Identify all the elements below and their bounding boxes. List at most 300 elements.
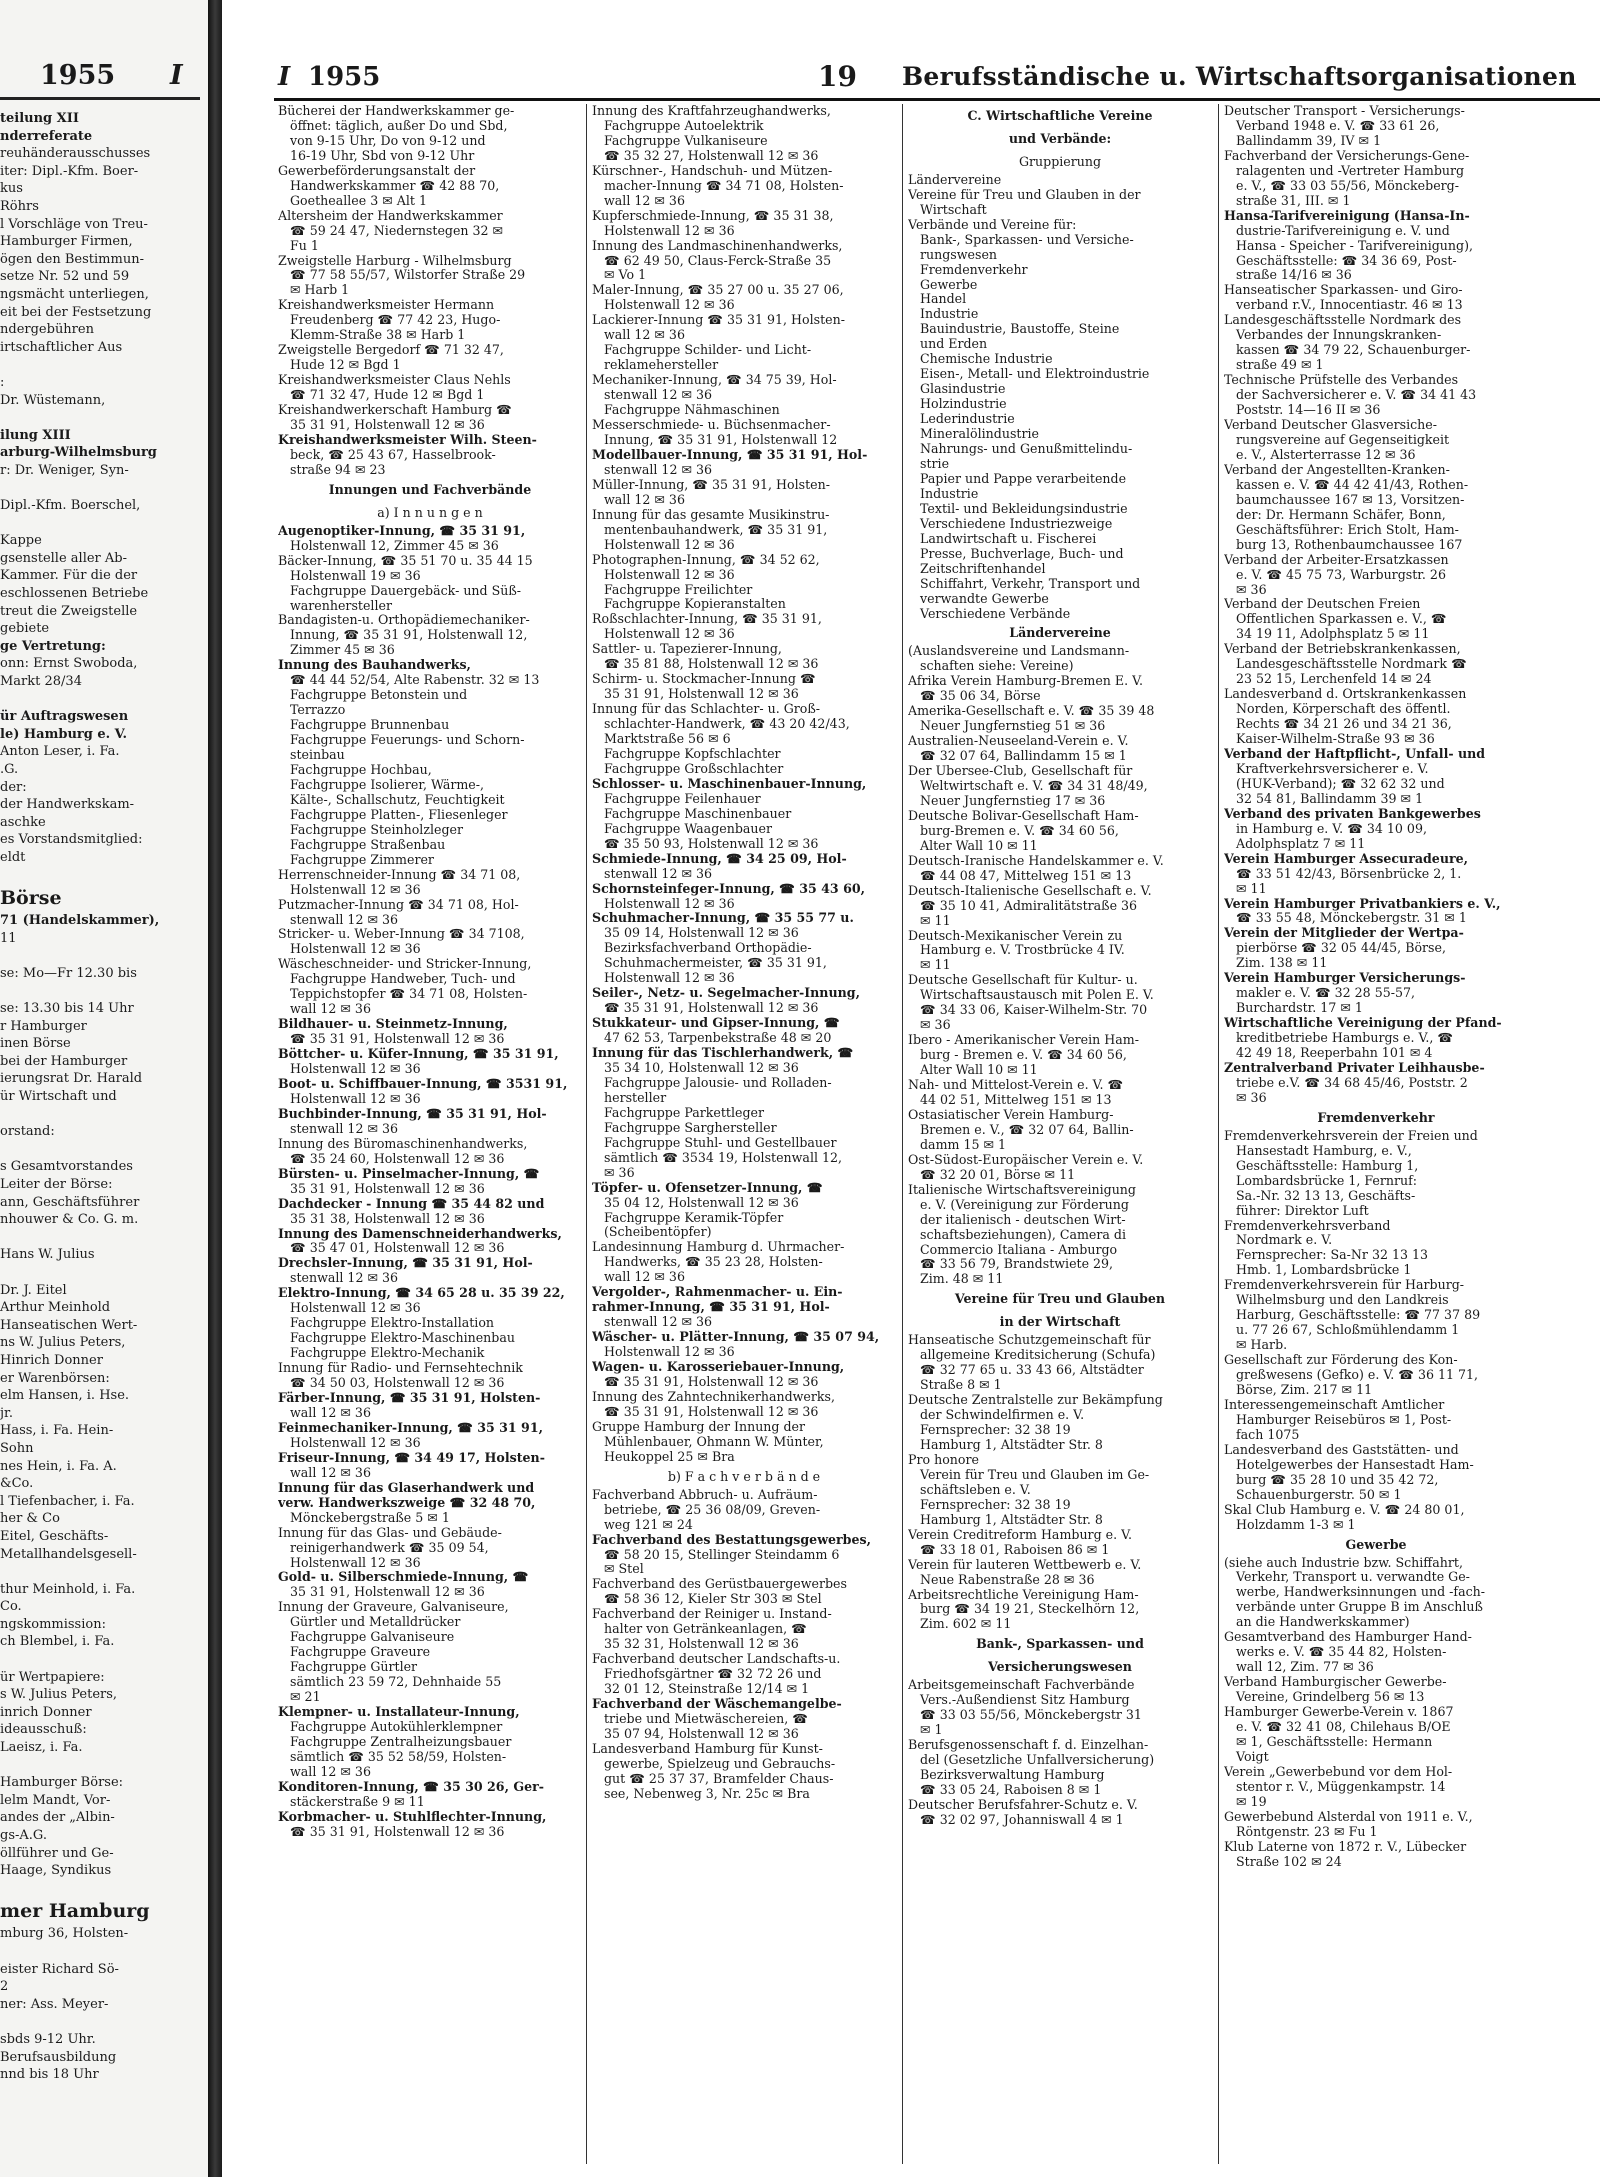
entry-continuation: stentor r. V., Müggenkampstr. 14 <box>1236 1779 1446 1794</box>
left-page-line: s W. Julius Peters, <box>0 1687 118 1703</box>
left-page-line: Hass, i. Fa. Hein- <box>0 1423 114 1439</box>
entry-continuation: Bauindustrie, Baustoffe, Steine <box>920 322 1120 337</box>
entry-continuation: Holstenwall 12 ✉ 36 <box>290 1091 421 1106</box>
directory-entry: Landesinnung Hamburg d. Uhrmacher- <box>592 1240 845 1255</box>
left-page-line: nnd bis 18 Uhr <box>0 2067 99 2083</box>
left-page-header-rule <box>0 97 200 100</box>
entry-continuation: Chemische Industrie <box>920 352 1053 367</box>
entry-continuation: schaften siehe: Vereine) <box>920 659 1074 674</box>
entry-continuation: ☎ 58 36 12, Kieler Str 303 ✉ Stel <box>604 1592 822 1607</box>
left-page-line: teilung XII <box>0 111 79 126</box>
directory-entry: Verein für lauteren Wettbewerb e. V. <box>908 1557 1142 1572</box>
entry-continuation: straße 31, III. ✉ 1 <box>1236 193 1351 208</box>
entry-continuation: betriebe, ☎ 25 36 08/09, Greven- <box>604 1502 821 1517</box>
column-divider <box>902 104 903 2164</box>
directory-entry: Technische Prüfstelle des Verbandes <box>1224 373 1459 388</box>
entry-continuation: baumchaussee 167 ✉ 13, Vorsitzen- <box>1236 492 1465 507</box>
column-3 <box>908 104 1212 2164</box>
left-page-line: Hamburger Firmen, <box>0 234 133 250</box>
entry-continuation: e. V., ☎ 33 03 55/56, Mönckeberg- <box>1236 178 1459 193</box>
directory-entry: Innung für das Glaserhandwerk und <box>278 1480 535 1495</box>
directory-entry: Landesverband Hamburg für Kunst- <box>592 1741 823 1756</box>
entry-continuation: ☎ 44 08 47, Mittelweg 151 ✉ 13 <box>920 868 1132 883</box>
entry-continuation: Kraftverkehrsversicherer e. V. <box>1236 761 1429 776</box>
entry-continuation: schaftsbeziehungen), Camera di <box>920 1227 1126 1242</box>
entry-continuation: Holstenwall 12 ✉ 36 <box>604 298 735 313</box>
entry-continuation: Fernsprecher: Sa-Nr 32 13 13 <box>1236 1248 1429 1263</box>
header-rule <box>274 98 1600 101</box>
directory-entry: Stricker- u. Weber-Innung ☎ 34 7108, <box>278 927 525 942</box>
directory-entry: Fremdenverkehrsverband <box>1224 1218 1391 1233</box>
entry-continuation: see, Nebenweg 3, Nr. 25c ✉ Bra <box>604 1786 810 1801</box>
entry-continuation: Holstenwall 12 ✉ 36 <box>604 1345 735 1360</box>
entry-continuation: 35 31 38, Holstenwall 12 ✉ 36 <box>290 1211 485 1226</box>
entry-continuation: führer: Direktor Luft <box>1236 1203 1369 1218</box>
entry-continuation: ☎ 32 02 97, Johanniswall 4 ✉ 1 <box>920 1812 1124 1827</box>
directory-entry: (Auslandsvereine und Landsmann- <box>908 644 1130 659</box>
left-page-line: 71 (Handelskammer), <box>0 913 160 929</box>
directory-entry: Buchbinder-Innung, ☎ 35 31 91, Hol- <box>278 1106 547 1121</box>
entry-continuation: Kaiser-Wilhelm-Straße 93 ✉ 36 <box>1236 732 1435 747</box>
entry-continuation: stenwall 12 ✉ 36 <box>604 388 713 403</box>
entry-continuation: dustrie-Tarifvereinigung e. V. und <box>1236 223 1450 238</box>
entry-continuation: Fachgruppe Feuerungs- und Schorn- <box>290 733 525 748</box>
left-page-line <box>0 1880 209 1898</box>
entry-continuation: Holstenwall 12 ✉ 36 <box>290 882 421 897</box>
directory-entry: Innung der Graveure, Galvaniseure, <box>278 1600 509 1615</box>
left-page-line: reuhänderausschusses <box>0 146 151 162</box>
directory-entry: Arbeitsgemeinschaft Fachverbände <box>908 1678 1135 1693</box>
directory-entry: Verband der Haftpflicht-, Unfall- und <box>1224 746 1486 761</box>
left-page-line: &Co. <box>0 1476 34 1492</box>
entry-continuation: Weltwirtschaft e. V. ☎ 34 31 48/49, <box>920 778 1148 793</box>
left-page-line: eit bei der Festsetzung <box>0 304 152 320</box>
left-page-line: Co. <box>0 1599 22 1615</box>
entry-continuation: Bezirksfachverband Orthopädie- <box>604 941 812 956</box>
entry-continuation: Geschäftsstelle: ☎ 34 36 69, Post- <box>1236 253 1457 268</box>
directory-entry: Verband Hamburgischer Gewerbe- <box>1224 1675 1447 1690</box>
entry-continuation: triebe und Mietwäschereien, ☎ <box>604 1711 808 1726</box>
entry-continuation: 44 02 51, Mittelweg 151 ✉ 13 <box>920 1093 1112 1107</box>
directory-entry: Der Übersee-Club, Gesellschaft für <box>908 764 1133 779</box>
entry-continuation: Holzdamm 1-3 ✉ 1 <box>1236 1517 1356 1532</box>
left-page-line: r: Dr. Weniger, Syn- <box>0 462 129 478</box>
directory-entry: Verein „Gewerbebund vor dem Hol- <box>1224 1764 1453 1779</box>
entry-continuation: Bezirksverwaltung Hamburg <box>920 1767 1105 1782</box>
left-page-line: irtschaftlicher Aus <box>0 339 123 355</box>
entry-continuation: 32 01 12, Steinstraße 12/14 ✉ 1 <box>604 1682 810 1697</box>
entry-continuation: ✉ 1, Geschäftsstelle: Hermann <box>1236 1734 1433 1749</box>
entry-continuation: Zim. 602 ✉ 11 <box>920 1617 1012 1632</box>
entry-continuation: ☎ 35 50 93, Holstenwall 12 ✉ 36 <box>604 836 819 851</box>
entry-continuation: Fachgruppe Maschinenbauer <box>604 806 792 821</box>
left-page-line: Laeisz, i. Fa. <box>0 1740 83 1756</box>
entry-continuation: ☎ 35 06 34, Börse <box>920 689 1041 704</box>
entry-continuation: Vers.-Außendienst Sitz Hamburg <box>920 1693 1130 1708</box>
directory-entry: Deutsch-Mexikanischer Verein zu <box>908 928 1123 943</box>
directory-entry: Verein Hamburger Versicherungs- <box>1224 971 1466 986</box>
entry-continuation: stenwall 12 ✉ 36 <box>290 1121 399 1136</box>
entry-continuation: Alter Wall 10 ✉ 11 <box>920 838 1038 853</box>
page-header <box>222 56 1600 96</box>
entry-continuation: ✉ 36 <box>604 1165 635 1180</box>
directory-entry: Messerschmiede- u. Büchsenmacher- <box>592 418 831 433</box>
directory-entry: Fachverband der Wäschemangelbe- <box>592 1697 842 1712</box>
entry-continuation: ✉ 11 <box>1236 881 1267 896</box>
column-divider <box>586 104 587 2164</box>
entry-continuation: Öffentlichen Sparkassen e. V., ☎ <box>1236 612 1447 627</box>
entry-continuation: e. V., Alsterterrasse 12 ✉ 36 <box>1236 447 1416 462</box>
entry-continuation: 32 54 81, Ballindamm 39 ✉ 1 <box>1236 791 1424 806</box>
entry-continuation: Zim. 138 ✉ 11 <box>1236 956 1328 971</box>
entry-continuation: wall 12 ✉ 36 <box>290 1465 371 1480</box>
entry-continuation: rungsvereine auf Gegenseitigkeit <box>1236 432 1450 447</box>
directory-entry: Landesverband des Gaststätten- und <box>1224 1442 1459 1457</box>
left-page-line: Dr. J. Eitel <box>0 1282 67 1298</box>
entry-continuation: Gewerbe <box>920 277 978 292</box>
directory-entry: Fachverband Abbruch- u. Aufräum- <box>592 1487 818 1502</box>
entry-continuation: Presse, Buchverlage, Buch- und <box>920 546 1124 561</box>
entry-continuation: der italienisch - deutschen Wirt- <box>920 1212 1126 1227</box>
left-page-line: nes Hein, i. Fa. A. <box>0 1458 117 1474</box>
directory-entry: Nah- und Mittelost-Verein e. V. ☎ <box>908 1078 1124 1093</box>
entry-continuation: ✉ Vo 1 <box>604 268 647 283</box>
directory-entry: Ibero - Amerikanischer Verein Ham- <box>908 1033 1139 1048</box>
entry-continuation: Holstenwall 12 ✉ 36 <box>604 223 735 238</box>
entry-continuation: Glasindustrie <box>920 382 1006 397</box>
entry-continuation: stenwall 12 ✉ 36 <box>604 866 713 881</box>
directory-entry: Gewerbebund Alsterdal von 1911 e. V., <box>1224 1809 1473 1824</box>
entry-continuation: Commercio Italiana - Amburgo <box>920 1242 1118 1257</box>
entry-continuation: verband r.V., Innocentiastr. 46 ✉ 13 <box>1236 298 1463 313</box>
entry-continuation: ralagenten und -Vertreter Hamburg <box>1236 163 1465 178</box>
entry-continuation: Holstenwall 12 ✉ 36 <box>604 567 735 582</box>
entry-continuation: der: Dr. Hermann Schäfer, Bonn, <box>1236 507 1446 522</box>
directory-entry: Wäscher- u. Plätter-Innung, ☎ 35 07 94, <box>592 1330 880 1345</box>
entry-continuation: ☎ 32 20 01, Börse ✉ 11 <box>920 1167 1076 1182</box>
left-page-line: ür Wirtschaft und <box>0 1089 117 1105</box>
entry-continuation: Holstenwall 12 ✉ 36 <box>604 627 735 642</box>
directory-entry: Pro honore <box>908 1452 979 1467</box>
directory-entry: Fachverband des Bestattungsgewerbes, <box>592 1532 871 1547</box>
entry-continuation: Holstenwall 12 ✉ 36 <box>604 896 735 911</box>
left-page-line <box>0 867 209 885</box>
directory-entry: Dachdecker - Innung ☎ 35 44 82 und <box>278 1196 545 1211</box>
entry-continuation: Schiffahrt, Verkehr, Transport und <box>920 576 1141 591</box>
entry-continuation: verbände unter Gruppe B im Anschluß <box>1236 1600 1483 1615</box>
directory-entry: Klempner- u. Installateur-Innung, <box>278 1705 520 1720</box>
entry-continuation: Norden, Körperschaft des öffentl. <box>1236 702 1451 717</box>
entry-continuation: Fachgruppe Schilder- und Licht- <box>604 343 812 358</box>
entry-continuation: stäckerstraße 9 ✉ 11 <box>290 1794 425 1809</box>
entry-continuation: Fachgruppe Elektro-Mechanik <box>290 1346 485 1361</box>
directory-entry: Berufsgenossenschaft f. d. Einzelhan- <box>908 1738 1149 1753</box>
left-page-line: Eitel, Geschäfts- <box>0 1528 109 1544</box>
entry-continuation: Geschäftsführer: Erich Stolt, Ham- <box>1236 522 1459 537</box>
left-page-line: gs-A.G. <box>0 1828 47 1843</box>
entry-continuation: 34 19 11, Adolphsplatz 5 ✉ 11 <box>1236 627 1430 642</box>
left-page-line: Börse <box>0 887 62 910</box>
left-page-line: kus <box>0 181 23 197</box>
entry-continuation: Lederindustrie <box>920 412 1015 427</box>
entry-continuation: Eisen-, Metall- und Elektroindustrie <box>920 367 1150 382</box>
directory-entry: Zentralverband Privater Leihhausbe- <box>1224 1061 1485 1075</box>
directory-entry: Italienische Wirtschaftsvereinigung <box>908 1182 1136 1197</box>
directory-entry: Fachverband der Reiniger u. Instand- <box>592 1607 832 1622</box>
entry-continuation: Friedhofsgärtner ☎ 32 72 26 und <box>604 1667 822 1682</box>
left-page-line: Hamburger Börse: <box>0 1775 124 1791</box>
entry-continuation: reklamehersteller <box>604 358 719 373</box>
entry-continuation: Sa.-Nr. 32 13 13, Geschäfts- <box>1236 1188 1416 1203</box>
entry-continuation: Textil- und Bekleidungsindustrie <box>920 501 1128 516</box>
entry-continuation: 35 31 91, Holstenwall 12 ✉ 36 <box>290 1181 485 1196</box>
entry-continuation: ☎ 33 18 01, Raboisen 86 ✉ 1 <box>920 1542 1110 1557</box>
entry-continuation: wall 12, Zim. 77 ✉ 36 <box>1236 1660 1374 1675</box>
entry-continuation: ☎ 35 47 01, Holstenwall 12 ✉ 36 <box>290 1241 505 1256</box>
entry-continuation: Wirtschaftsaustausch mit Polen E. V. <box>920 988 1154 1003</box>
directory-entry: Innung des Büromaschinenhandwerks, <box>278 1136 528 1151</box>
entry-continuation: ✉ Stel <box>604 1562 644 1577</box>
directory-entry: Innung des Kraftfahrzeughandwerks, <box>592 104 831 118</box>
entry-continuation: Mineralölindustrie <box>920 427 1039 442</box>
entry-continuation: Ballindamm 39, IV ✉ 1 <box>1236 133 1382 148</box>
directory-entry: verw. Handwerkszweige ☎ 32 48 70, <box>278 1495 536 1510</box>
left-page-line <box>0 691 209 709</box>
entry-continuation: ☎ 58 20 15, Stellinger Steindamm 6 <box>604 1547 840 1562</box>
left-page-line: ür Auftragswesen <box>0 709 129 725</box>
entry-continuation: Nahrungs- und Genußmittelindu- <box>920 442 1133 457</box>
directory-entry: Verband der Betriebskrankenkassen, <box>1224 642 1461 657</box>
directory-entry: Verband Deutscher Glasversiche- <box>1224 418 1437 433</box>
directory-entry: Verein Hamburger Privatbankiers e. V., <box>1224 896 1501 911</box>
directory-entry: Gewerbeförderungsanstalt der <box>278 163 476 178</box>
entry-continuation: an die Handwerkskammer) <box>1236 1615 1410 1630</box>
entry-continuation: Straße 102 ✉ 24 <box>1236 1854 1342 1869</box>
entry-continuation: Kälte-, Schallschutz, Feuchtigkeit <box>290 792 505 807</box>
directory-entry: Innung für Radio- und Fernsehtechnik <box>278 1361 523 1376</box>
directory-entry: Lackierer-Innung ☎ 35 31 91, Holsten- <box>592 313 845 328</box>
entry-continuation: Holstenwall 12 ✉ 36 <box>290 1301 421 1316</box>
left-page-line <box>0 1229 209 1247</box>
entry-continuation: Bremen e. V., ☎ 32 07 64, Ballin- <box>920 1122 1134 1137</box>
left-page-line: eschlossenen Betriebe <box>0 586 149 602</box>
entry-continuation: Fachgruppe Jalousie- und Rolladen- <box>604 1075 832 1090</box>
directory-entry: Ländervereine <box>908 172 1002 187</box>
entry-continuation: Zeitschriftenhandel <box>920 561 1046 576</box>
left-page-line <box>0 409 209 427</box>
directory-entry: Innung für das Tischlerhandwerk, ☎ <box>592 1046 854 1061</box>
directory-entry: Bäcker-Innung, ☎ 35 51 70 u. 35 44 15 <box>278 553 533 568</box>
directory-entry: Gesamtverband des Hamburger Hand- <box>1224 1630 1472 1645</box>
directory-entry: Schmiede-Innung, ☎ 34 25 09, Hol- <box>592 851 847 866</box>
directory-entry: Verband der Arbeiter-Ersatzkassen <box>1224 552 1449 567</box>
directory-entry: Verein Creditreform Hamburg e. V. <box>908 1527 1132 1542</box>
entry-continuation: Vereine, Grindelberg 56 ✉ 13 <box>1236 1690 1425 1705</box>
left-page-line: eister Richard Sö- <box>0 1961 119 1977</box>
left-page-line <box>0 1651 209 1669</box>
entry-continuation: Hansestadt Hamburg, e. V., <box>1236 1143 1412 1158</box>
left-page-line: eldt <box>0 849 26 865</box>
entry-continuation: Lombardsbrücke 1, Fernruf: <box>1236 1173 1418 1188</box>
directory-entry: Verein der Mitglieder der Wertpa- <box>1224 926 1464 941</box>
entry-continuation: Fachgruppe Betonstein und <box>290 688 468 703</box>
directory-entry: Interessengemeinschaft Amtlicher <box>1224 1397 1445 1412</box>
directory-entry: Fremdenverkehrsverein der Freien und <box>1224 1128 1478 1143</box>
entry-continuation: Holstenwall 19 ✉ 36 <box>290 568 421 583</box>
left-page-line <box>0 1563 209 1581</box>
left-page-line: ch Blembel, i. Fa. <box>0 1634 115 1650</box>
entry-continuation: schlachter-Handwerk, ☎ 43 20 42/43, <box>604 717 850 732</box>
left-page-line: 2 <box>0 1979 9 1995</box>
entry-continuation: burg ☎ 34 19 21, Steckelhörn 12, <box>920 1602 1140 1617</box>
entry-continuation: burg-Bremen e. V. ☎ 34 60 56, <box>920 823 1119 838</box>
left-page-line: se: Mo—Fr 12.30 bis <box>0 965 137 981</box>
left-page-line: her & Co <box>0 1511 60 1527</box>
left-page-line: Sohn <box>0 1440 34 1456</box>
left-page-line: sbds 9-12 Uhr. <box>0 2031 96 2047</box>
entry-continuation: Fachgruppe Sarghersteller <box>604 1120 777 1135</box>
entry-continuation: werks e. V. ☎ 35 44 82, Holsten- <box>1236 1645 1447 1660</box>
left-page-line: elm Hansen, i. Hse. <box>0 1388 130 1404</box>
left-page-line: ideausschuß: <box>0 1722 87 1738</box>
left-page-text-lines <box>0 110 209 2084</box>
entry-continuation: 35 31 91, Holstenwall 12 ✉ 36 <box>604 687 799 702</box>
left-page-line: inrich Donner <box>0 1704 92 1720</box>
directory-entry: Bücherei der Handwerkskammer ge- <box>278 104 515 118</box>
entry-continuation: Mühlenbauer, Ohmann W. Münter, <box>604 1434 824 1449</box>
entry-continuation: Goetheallee 3 ✉ Alt 1 <box>290 193 427 208</box>
left-page-line: Anton Leser, i. Fa. <box>0 744 120 760</box>
directory-entry: Arbeitsrechtliche Vereinigung Ham- <box>908 1587 1139 1602</box>
entry-continuation: 16-19 Uhr, Sbd von 9-12 Uhr <box>290 148 475 163</box>
entry-continuation: Verein für Treu und Glauben im Ge- <box>920 1467 1150 1482</box>
entry-continuation: wall 12 ✉ 36 <box>604 1270 685 1285</box>
entry-continuation: Fachgruppe Parkettleger <box>604 1105 764 1120</box>
entry-continuation: Hamburger Reisebüros ✉ 1, Post- <box>1236 1412 1452 1427</box>
section-heading: Fremdenverkehr <box>1317 1109 1435 1125</box>
directory-entry: Ost-Südost-Europäischer Verein e. V. <box>908 1152 1144 1167</box>
section-heading: b) F a c h v e r b ä n d e <box>667 1468 821 1484</box>
directory-entry: Innung des Damenschneiderhandwerks, <box>278 1226 562 1241</box>
entry-continuation: ✉ 11 <box>920 913 951 928</box>
entry-continuation: reinigerhandwerk ☎ 35 09 54, <box>290 1540 489 1555</box>
entry-continuation: Teppichstopfer ☎ 34 71 08, Holsten- <box>290 987 528 1002</box>
directory-entry: Vergolder-, Rahmenmacher- u. Ein- <box>592 1285 843 1300</box>
left-page-volume: I <box>170 60 183 91</box>
directory-entry: Landesgeschäftsstelle Nordmark des <box>1224 313 1462 328</box>
entry-continuation: (Scheibentöpfer) <box>604 1225 712 1240</box>
entry-continuation: Papier und Pappe verarbeitende <box>920 471 1127 486</box>
left-page-line: treut die Zweigstelle <box>0 603 138 619</box>
entry-continuation: Börse, Zim. 217 ✉ 11 <box>1236 1383 1373 1398</box>
directory-entry: Wäscheschneider- und Stricker-Innung, <box>278 957 532 972</box>
entry-continuation: Harburg, Geschäftsstelle: ☎ 77 37 89 <box>1236 1308 1481 1323</box>
left-page-line: mburg 36, Holsten- <box>0 1926 129 1942</box>
left-page-line: Berufsausbildung <box>0 2049 117 2065</box>
left-page-line: : <box>0 374 5 390</box>
entry-continuation: Fachgruppe Graveure <box>290 1645 431 1660</box>
directory-entry: Bürsten- u. Pinselmacher-Innung, ☎ <box>278 1166 540 1181</box>
left-page-line: ilung XIII <box>0 427 71 443</box>
left-page-line: Arthur Meinhold <box>0 1300 111 1316</box>
left-page-line: Metallhandelsgesell- <box>0 1546 137 1562</box>
entry-continuation: Alter Wall 10 ✉ 11 <box>920 1063 1038 1078</box>
entry-continuation: u. 77 26 67, Schloßmühlendamm 1 <box>1236 1323 1460 1338</box>
entry-continuation: Holstenwall 12 ✉ 36 <box>290 942 421 957</box>
directory-entry: Drechsler-Innung, ☎ 35 31 91, Hol- <box>278 1256 533 1271</box>
entry-continuation: ✉ 36 <box>920 1018 951 1033</box>
entry-continuation: ☎ 35 31 91, Holstenwall 12 ✉ 36 <box>604 1404 819 1419</box>
left-page-line: orstand: <box>0 1124 55 1140</box>
entry-continuation: 35 34 10, Holstenwall 12 ✉ 36 <box>604 1061 799 1075</box>
entry-continuation: sämtlich ☎ 35 52 58/59, Holsten- <box>290 1749 507 1764</box>
directory-entry: Färber-Innung, ☎ 35 31 91, Holsten- <box>278 1391 541 1406</box>
left-page-line: gebiete <box>0 621 50 637</box>
entry-continuation: Adolphsplatz 7 ✉ 11 <box>1236 836 1366 851</box>
entry-continuation: Hamburg e. V. Trostbrücke 4 IV. <box>920 943 1125 958</box>
page-number: 19 <box>818 60 857 93</box>
directory-entry: Verband des privaten Bankgewerbes <box>1224 806 1481 821</box>
entry-continuation: kassen ☎ 34 79 22, Schauenburger- <box>1236 343 1471 358</box>
entry-continuation: Hmb. 1, Lombardsbrücke 1 <box>1236 1263 1412 1278</box>
entry-continuation: Fachgruppe Autokühlerklempner <box>290 1719 503 1734</box>
entry-continuation: Landesgeschäftsstelle Nordmark ☎ <box>1236 657 1467 672</box>
left-page-line: lelm Mandt, Vor- <box>0 1792 111 1808</box>
entry-continuation: Zim. 48 ✉ 11 <box>920 1272 1004 1287</box>
entry-continuation: Innung, ☎ 35 31 91, Holstenwall 12, <box>290 628 528 643</box>
directory-entry: Zweigstelle Harburg - Wilhelmsburg <box>278 253 512 268</box>
entry-continuation: Fachgruppe Zimmerer <box>290 852 434 867</box>
entry-continuation: Fachgruppe Freilichter <box>604 582 753 597</box>
left-page-line: l Vorschläge von Treu- <box>0 216 148 232</box>
entry-continuation: verwandte Gewerbe <box>920 591 1049 606</box>
entry-continuation: ☎ 34 50 03, Holstenwall 12 ✉ 36 <box>290 1376 505 1391</box>
directory-entry: Töpfer- u. Ofensetzer-Innung, ☎ <box>592 1180 823 1195</box>
entry-continuation: burg ☎ 35 28 10 und 35 42 72, <box>1236 1472 1439 1487</box>
section-heading: Vereine für Treu und Glauben <box>954 1291 1166 1307</box>
page-title: Berufsständische u. Wirtschaftsorganisationen <box>902 62 1577 91</box>
left-page-line: se: 13.30 bis 14 Uhr <box>0 1001 134 1017</box>
entry-continuation: Poststr. 14—16 II ✉ 36 <box>1236 403 1381 418</box>
entry-continuation: Burchardstr. 17 ✉ 1 <box>1236 1001 1363 1016</box>
section-heading: in der Wirtschaft <box>999 1314 1121 1330</box>
directory-entry: Ostasiatischer Verein Hamburg- <box>908 1107 1114 1122</box>
left-page-line: ann, Geschäftsführer <box>0 1194 140 1210</box>
left-page-line <box>0 1141 209 1159</box>
left-page-line: der: <box>0 779 27 795</box>
entry-continuation: straße 49 ✉ 1 <box>1236 358 1324 373</box>
entry-continuation: Neue Rabenstraße 28 ✉ 36 <box>920 1572 1095 1587</box>
entry-continuation: Gürtler und Metalldrücker <box>290 1615 461 1630</box>
left-page-line <box>0 947 209 965</box>
section-heading: C. Wirtschaftliche Vereine <box>967 108 1153 123</box>
section-heading: und Verbände: <box>1008 130 1112 146</box>
directory-entry: Hansa-Tarifvereinigung (Hansa-In- <box>1224 208 1470 223</box>
entry-continuation: straße 94 ✉ 23 <box>290 462 386 477</box>
directory-entry: Kürschner-, Handschuh- und Mützen- <box>592 163 833 178</box>
entry-continuation: Fachgruppe Platten-, Fliesenleger <box>290 807 508 822</box>
directory-entry: Maler-Innung, ☎ 35 27 00 u. 35 27 06, <box>592 283 844 298</box>
entry-continuation: Fernsprecher: 32 38 19 <box>920 1497 1071 1512</box>
entry-continuation: Industrie <box>920 486 979 501</box>
entry-continuation: straße 14/16 ✉ 36 <box>1236 268 1352 283</box>
directory-entry: Sattler- u. Tapezierer-Innung, <box>592 642 782 657</box>
entry-continuation: stenwall 12 ✉ 36 <box>290 912 399 927</box>
left-page-line: bei der Hamburger <box>0 1053 128 1069</box>
entry-continuation: ☎ 35 31 91, Holstenwall 12 ✉ 36 <box>604 1375 819 1390</box>
left-page-line: ür Wertpapiere: <box>0 1669 105 1685</box>
left-page-line: r Hamburger <box>0 1018 87 1034</box>
